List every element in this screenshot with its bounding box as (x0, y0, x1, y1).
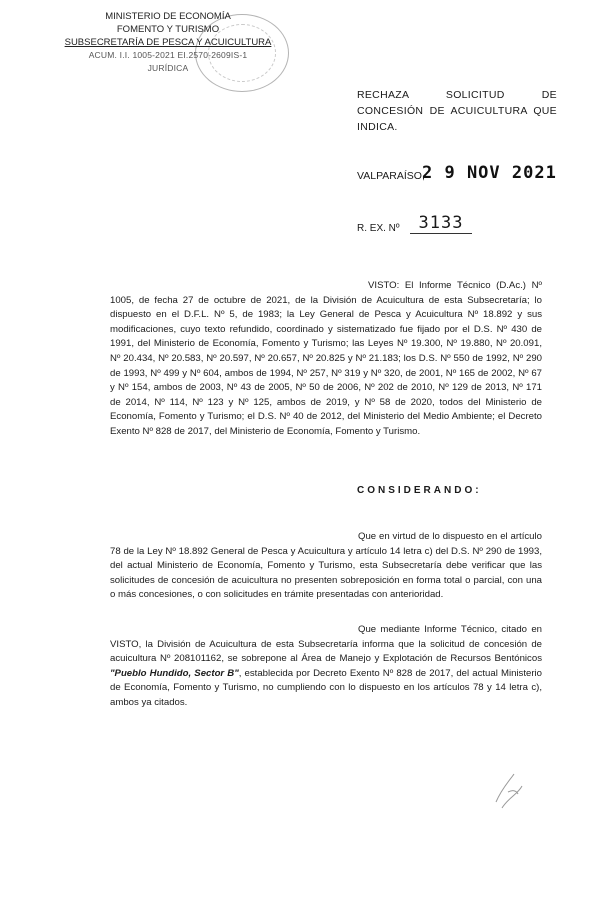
place-label: VALPARAÍSO, (357, 170, 425, 182)
resolution-label: R. EX. Nº (357, 223, 400, 234)
ministry-name: MINISTERIO DE ECONOMÍA (105, 11, 231, 22)
considerando-heading: CONSIDERANDO: (357, 485, 482, 496)
department: JURÍDICA (147, 63, 189, 73)
considerando-2-emphasis: "Pueblo Hundido, Sector B" (110, 667, 239, 679)
date-stamp: 2 9 NOV 2021 (422, 163, 557, 183)
file-reference: ACUM. I.I. 1005-2021 EI.2570-2609IS-1 (88, 50, 248, 60)
considerando-paragraph-1: Que en virtud de lo dispuesto en el artículo 78 de la Ley Nº 18.892 General de Pesca y Acuicultura y artículo 14 letra c) del D.S. Nº 290 de 1993, del actual Ministerio de Economía, Fomento y Turismo, esta Subsecretaría debe verificar que las solicitudes de concesión de acuicultura no presenten sobreposición en forma total o parcial, con una o más concesiones, o con solicitudes en trámite presentadas con anterioridad. (110, 531, 542, 601)
considerando-paragraph-2 (110, 623, 542, 711)
considerando-2-before: Que mediante Informe Técnico, citado en VISTO, la División de Acuicultura de esta Subsecretaría informa que la solicitud de concesión de acuicultura Nº 208101162, se sobrepone al Área de Manejo y Explotación de Recursos Bentónicos (110, 624, 542, 665)
document-subject: RECHAZA SOLICITUD DE CONCESIÓN DE ACUICULTURA QUE INDICA. (357, 89, 557, 133)
resolution-number: 3133 (410, 213, 472, 234)
subsecretaria-name: SUBSECRETARÍA DE PESCA Y ACUICULTURA (64, 37, 272, 48)
signature-mark (488, 768, 528, 814)
considerando-2-after: , establecida por Decreto Exento Nº 828 de 2017, del actual Ministerio de Economía, Fomento y Turismo, no cumpliendo con lo dispuesto en los artículos 78 y 14 letra c), ambos ya citados. (110, 667, 543, 708)
visto-paragraph: VISTO: El Informe Técnico (D.Ac.) Nº 1005, de fecha 27 de octubre de 2021, de la División de Acuicultura de esta Subsecretaría; lo dispuesto en el D.F.L. Nº 5, de 1983; la Ley General de Pesca y Acuicultura Nº 18.892 y sus modificaciones, cuyo texto refundido, coordinado y sistematizado fue fijado por el D.S. Nº 430 de 1991, del Ministerio de Economía, Fomento y Turismo; las Leyes Nº 19.300, Nº 19.880, Nº 20.091, Nº 20.434, Nº 20.583, Nº 20.597, Nº 20.657, Nº 20.825 y Nº 21.183; los D.S. Nº 550 de 1992, Nº 290 de 1993, Nº 499 y Nº 604, ambos de 1994, Nº 257, Nº 319 y Nº 320, de 2001, Nº 165 de 2002, Nº 67 y Nº 154, ambos de 2003, Nº 43 de 2005, Nº 50 de 2006, Nº 202 de 2010, Nº 129 de 2013, Nº 171 de 2014, Nº 114, Nº 123 y Nº 125, ambos de 2019, y Nº 58 de 2020, todos del Ministerio de Economía, Fomento y Turismo; el D.S. Nº 40 de 2012, del Ministerio del Medio Ambiente; el Decreto Exento Nº 828 de 2017, del Ministerio de Economía, Fomento y Turismo. (110, 280, 542, 437)
letterhead (48, 10, 288, 75)
ministry-name-2: FOMENTO Y TURISMO (116, 24, 220, 35)
